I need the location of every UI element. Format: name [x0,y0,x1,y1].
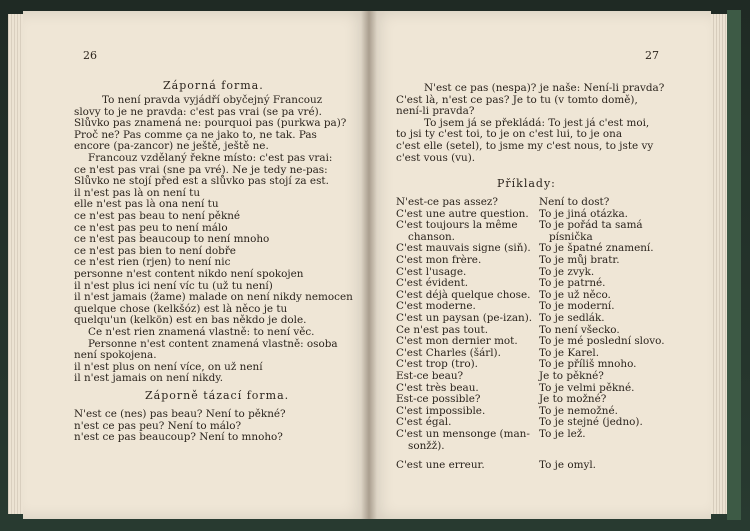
text-line: il n'est plus on není více, on už není [74,360,263,373]
book-fold [361,11,377,519]
example-french: C'est égal. [396,416,452,429]
heading-negative-question-form: Záporně tázací forma. [145,389,290,402]
example-czech: To je moderní. [539,300,615,313]
text-line: c'est vous (vu). [396,151,476,164]
text-line: Ce n'est rien znamená vlastně: to není věc. [88,326,315,338]
example-french: C'est l'usage. [396,265,467,278]
text-line: N'est ce pas (nespa)? je naše: Není-li pravda? [424,82,665,94]
text-line: il n'est pas là on není tu [74,186,201,199]
example-czech: To je omyl. [539,459,596,472]
text-line: il n'est jamais (žame) malade on není nikdy nemocen [74,291,353,304]
text-line: Slůvko pas znamená ne: pourquoi pas (purkwa pa)? [74,117,347,130]
text-line: To není pravda vyjádří obyčejný Francouz [102,94,323,106]
example-czech: Není to dost? [539,196,610,208]
text-line: ce n'est pas beau to není pěkné [74,210,241,222]
text-line: není spokojena. [74,349,157,362]
text-line: není-li pravda? [396,105,475,118]
text-line: N'est ce (nes) pas beau? Není to pěkné? [74,408,286,420]
heading-examples: Příklady: [497,177,556,190]
text-line: n'est ce pas peu? Není to málo? [74,419,242,432]
text-line: slovy to je ne pravda: c'est pas vrai (se pa vré). [74,105,322,118]
example-french: C'est toujours la même [396,219,518,232]
example-french: C'est une autre question. [396,207,529,220]
example-czech: Je to pěkné? [539,370,604,382]
example-french: C'est trop (tro). [396,358,478,371]
page-stack-right [711,14,727,514]
example-french: C'est mon dernier mot. [396,335,518,348]
example-czech: To je už něco. [539,288,611,301]
example-czech: To je patrné. [539,277,606,290]
example-french: sonžž). [408,439,445,452]
page-number-left: 26 [83,49,97,62]
text-line: quelque chose (kelkšóz) est là něco je tu [74,302,288,315]
example-czech: To je příliš mnoho. [539,358,637,371]
text-line: C'est là, n'est ce pas? Je to tu (v tomto domě), [396,93,638,106]
text-line: elle n'est pas là ona není tu [74,198,219,211]
example-french: C'est évident. [396,277,469,290]
text-line: ce n'est pas vrai (sne pa vré). Ne je tedy ne-pas: [74,163,328,176]
example-czech: To je Karel. [539,346,600,359]
text-line: Slůvko ne stojí před est a slůvko pas stojí za est. [74,175,329,188]
example-french: C'est déjà quelque chose. [396,288,531,301]
example-french: C'est une erreur. [396,459,485,472]
text-line: personne n'est content nikdo není spokojen [74,268,304,280]
example-czech: To není všecko. [539,323,620,336]
example-french: C'est très beau. [396,381,479,394]
right-page [369,11,711,519]
text-line: ce n'est pas bien to není dobře [74,244,236,257]
example-czech: To je sedlák. [539,312,605,324]
example-french: C'est mon frère. [396,254,482,266]
example-czech: To je velmi pěkné. [539,381,635,394]
example-czech: To je špatné znamení. [539,242,654,255]
example-french: C'est mauvais signe (siň). [396,242,531,255]
text-line: c'est elle (setel), to jsme my c'est nous, to jste vy [396,140,654,152]
text-line: ce n'est pas beaucoup to není mnoho [74,233,270,246]
example-czech: písnička [549,230,593,243]
text-line: ce n'est pas peu to není málo [74,221,228,234]
example-row [369,441,711,453]
text-line: to jsi ty c'est toi, to je on c'est lui, to je ona [396,128,623,141]
example-french: C'est moderne. [396,300,476,313]
page-number-right: 27 [645,49,659,62]
example-french: chanson. [408,230,455,243]
example-czech: To je stejné (jedno). [539,416,643,429]
text-line: Personne n'est content znamená vlastně: osoba [88,337,338,350]
left-page [23,11,369,519]
example-french: C'est impossible. [396,404,486,417]
text-line: ce n'est rien (rjen) to není nic [74,256,231,269]
example-czech: To je nemožné. [539,404,618,417]
example-czech: To je lež. [539,428,586,440]
book-cover-edge [727,10,741,520]
example-czech: To je pořád ta samá [539,219,643,232]
text-line: To jsem já se překládá: To jest já c'est moi, [424,116,650,129]
text-line: Francouz vzdělaný řekne místo: c'est pas vrai: [88,152,333,164]
example-czech: Je to možné? [539,393,607,406]
example-czech: To je mé poslední slovo. [539,335,665,348]
example-french: Est-ce possible? [396,393,481,406]
example-czech: To je můj bratr. [539,254,620,266]
example-french: Est-ce beau? [396,370,464,382]
page-stack-left [8,14,23,514]
text-line: n'est ce pas beaucoup? Není to mnoho? [74,431,283,444]
example-french: C'est un paysan (pe-izan). [396,312,533,324]
text-line: il n'est jamais on není nikdy. [74,372,224,385]
text-line: Proč ne? Pas comme ça ne jako to, ne tak. Pas [74,128,317,141]
example-czech: To je zvyk. [539,265,595,278]
heading-negative-form: Záporná forma. [163,79,264,92]
example-row [369,460,711,472]
example-french: C'est Charles (šárl). [396,346,501,359]
text-line: quelqu'un (kelkön) est en bas někdo je dole. [74,314,307,327]
example-french: Ce n'est pas tout. [396,323,488,336]
example-czech: To je jiná otázka. [539,207,628,220]
example-french: N'est-ce pas assez? [396,196,498,208]
text-line: il n'est plus ici není víc tu (už tu není) [74,279,273,292]
text-line: encore (pa-zancor) ne ještě, ještě ne. [74,140,269,153]
example-french: C'est un mensonge (man- [396,428,530,440]
